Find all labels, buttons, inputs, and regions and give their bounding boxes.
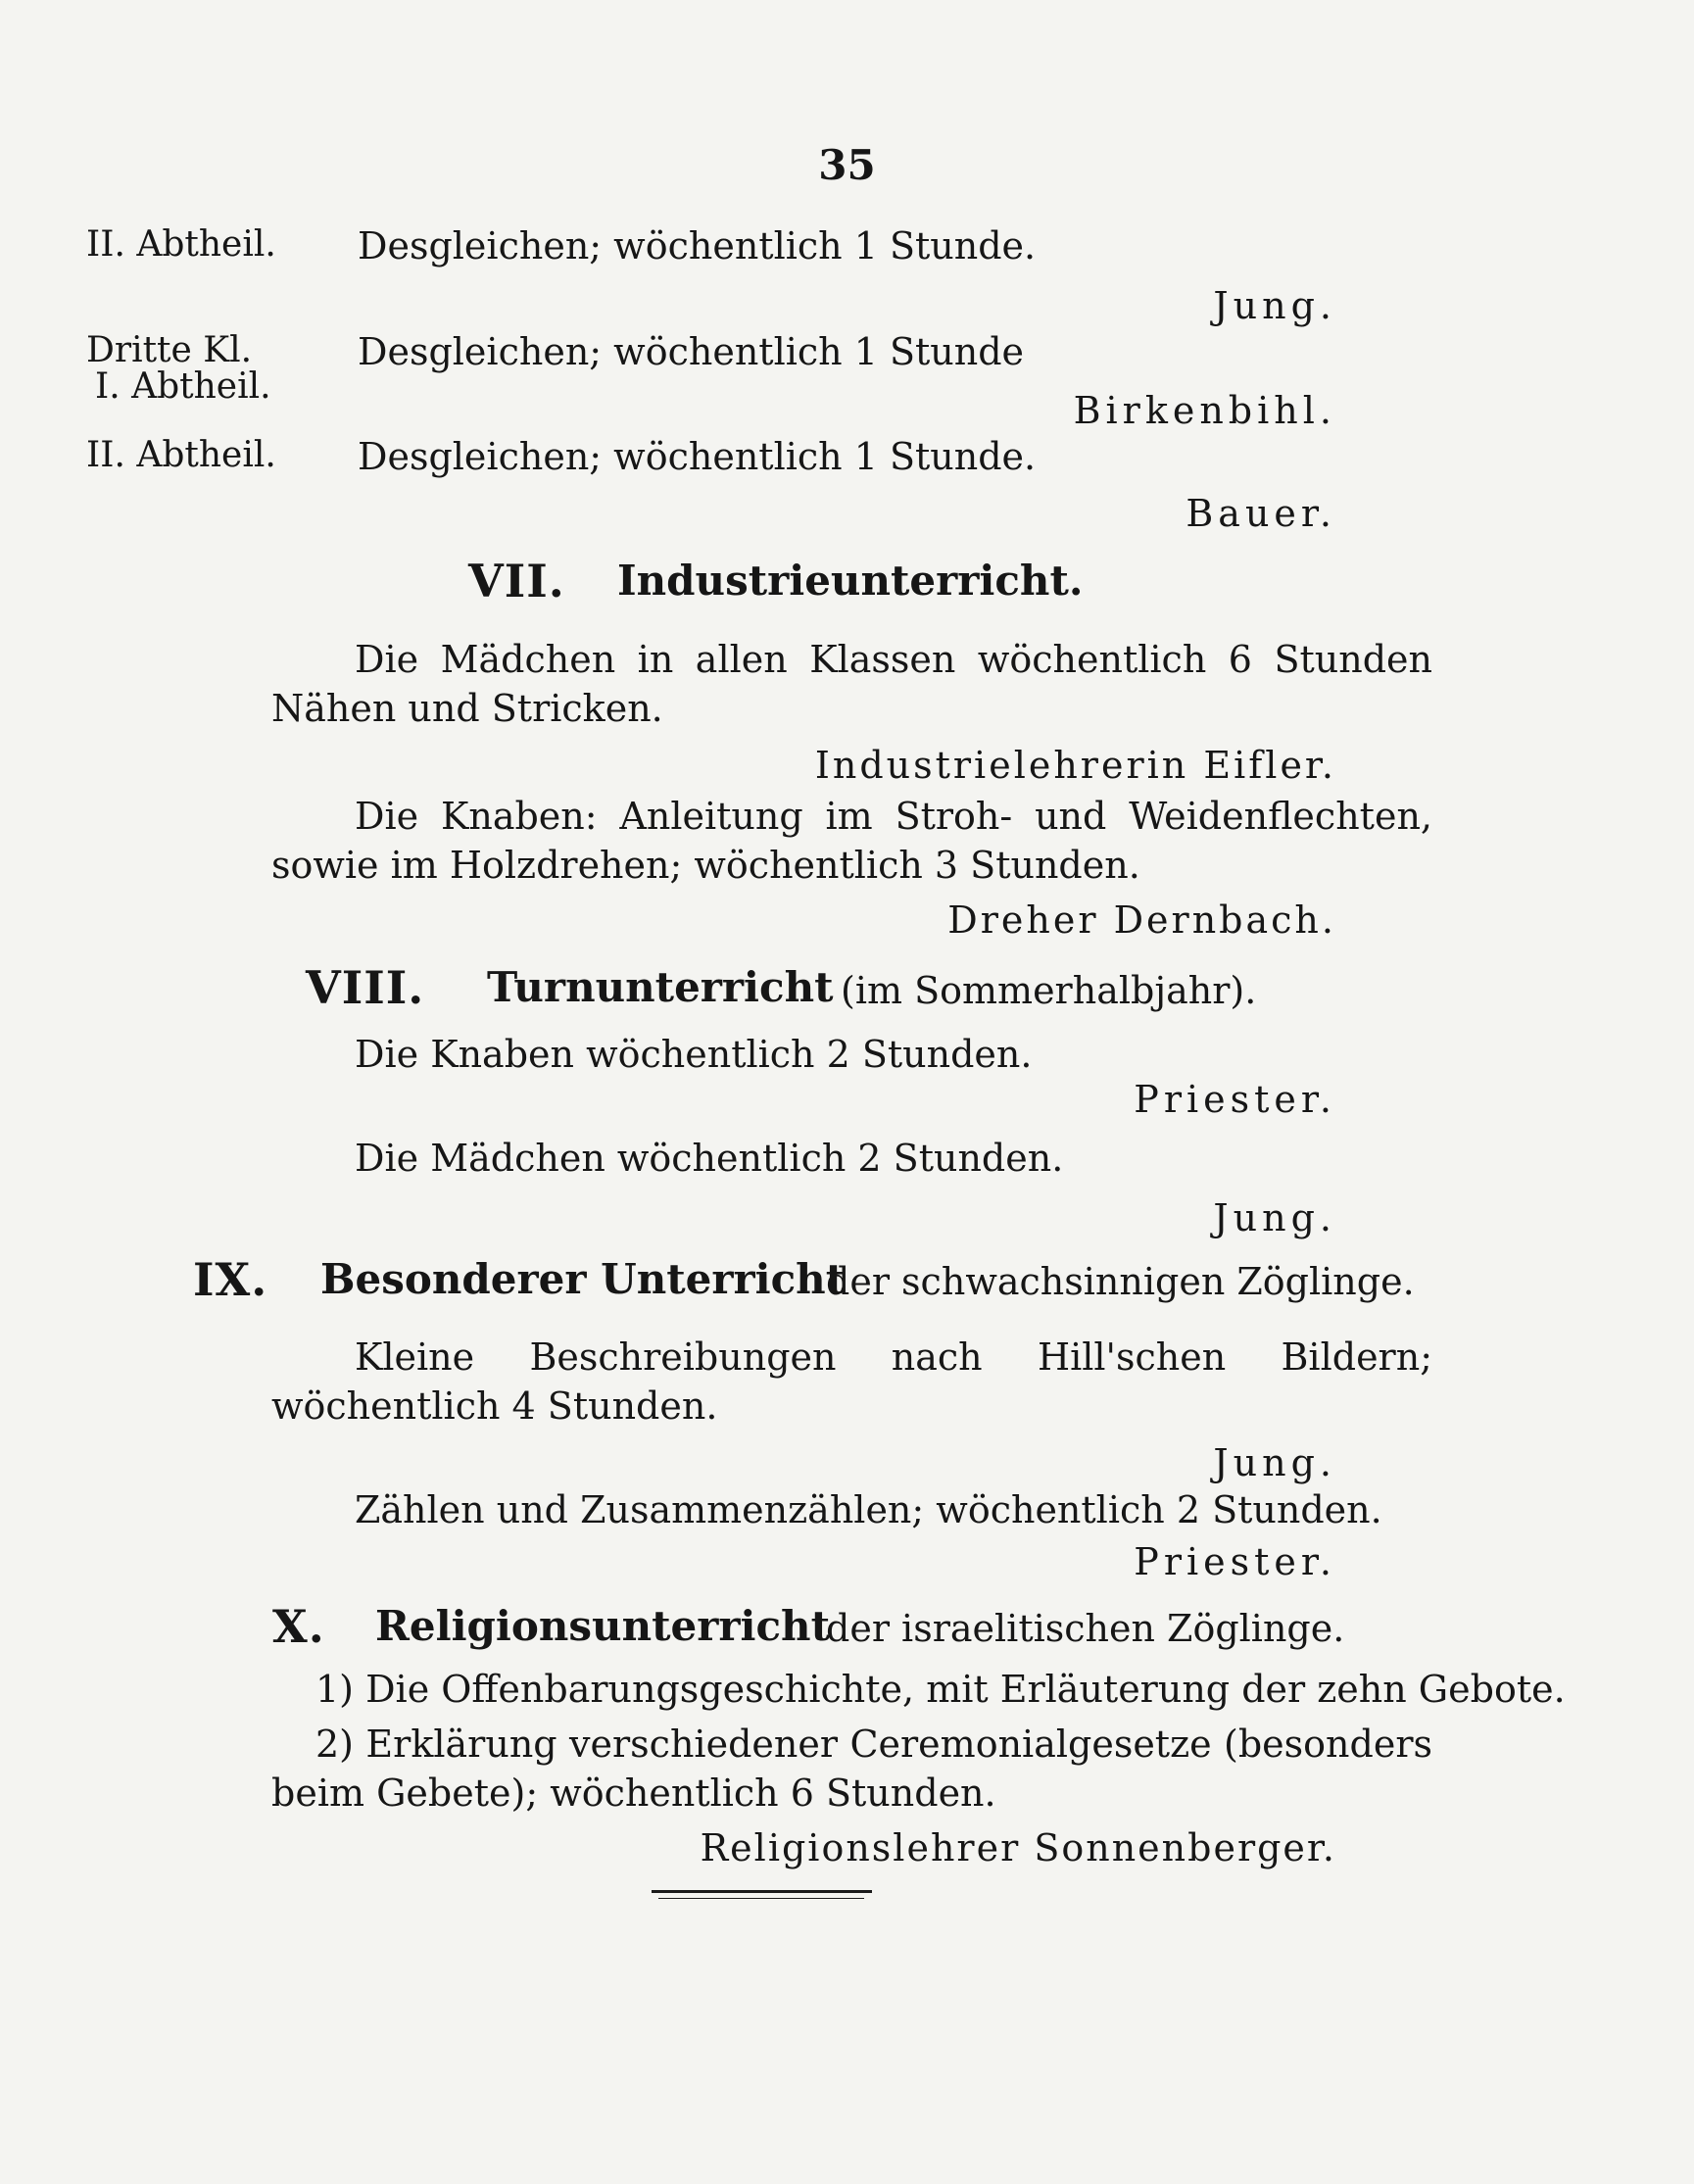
section-ix-teacher-2: Priester. [1134,1540,1336,1583]
section-x-item-2: 2) Erklärung verschiedener Ceremonialgesetze (besonders beim Gebete); wöchentlich 6 Stunden. [271,1723,1432,1815]
schedule-teacher-1: Jung. [1213,284,1336,327]
page-number: 35 [818,141,876,189]
section-vii-para-1: Die Mädchen in allen Klassen wöchentlich 6 Stunden Nähen und Stricken. [271,638,1432,730]
schedule-text-2: Desgleichen; wöchentlich 1 Stunde [358,330,1025,373]
schedule-text-3: Desgleichen; wöchentlich 1 Stunde. [358,435,1037,478]
section-ix-line-2: Zählen und Zusammenzählen; wöchentlich 2 Stunden. [355,1488,1382,1531]
section-viii-line-1: Die Knaben wöchentlich 2 Stunden. [355,1033,1033,1076]
section-x-subtitle: der israelitischen Zöglinge. [826,1607,1345,1650]
section-viii-teacher-2: Jung. [1213,1196,1336,1239]
section-viii-line-2: Die Mädchen wöchentlich 2 Stunden. [355,1137,1064,1180]
schedule-label-2b: I. Abtheil. [95,366,271,407]
section-vii-para-2: Die Knaben: Anleitung im Stroh- und Weidenflechten, sowie im Holzdrehen; wöchentlich 3 Stunden. [271,795,1432,887]
section-ix-subtitle: der schwachsinnigen Zöglinge. [826,1260,1415,1303]
schedule-label-1: II. Abtheil. [86,224,276,265]
schedule-teacher-2: Birkenbihl. [1073,389,1336,432]
section-ix-para-1: Kleine Beschreibungen nach Hill'schen Bildern; wöchentlich 4 Stunden. [271,1335,1432,1428]
closing-rule-thin [658,1898,864,1899]
section-viii-title: Turnunterricht [487,963,834,1011]
section-x-teacher: Religionslehrer Sonnenberger. [700,1826,1336,1869]
section-x-title: Religionsunterricht [375,1602,830,1650]
section-x-item-1: 1) Die Offenbarungsgeschichte, mit Erläuterung der zehn Gebote. [315,1668,1566,1711]
section-vii-teacher-1: Industrielehrerin Eifler. [814,744,1336,787]
section-vii-teacher-2: Dreher Dernbach. [947,898,1336,942]
closing-rule [652,1890,872,1893]
schedule-teacher-3: Bauer. [1186,492,1336,535]
schedule-label-2: Dritte Kl. [86,330,253,370]
section-viii-teacher-1: Priester. [1134,1078,1336,1121]
section-ix-title: Besonderer Unterricht [320,1255,846,1303]
section-vii-numeral: VII. [468,555,565,607]
section-viii-subtitle: (im Sommerhalbjahr). [841,969,1257,1012]
section-ix-teacher-1: Jung. [1213,1441,1336,1484]
section-vii-title: Industrieunterricht. [617,557,1084,605]
section-x-numeral: X. [272,1600,325,1653]
schedule-label-3: II. Abtheil. [86,435,276,475]
section-viii-numeral: VIII. [306,961,425,1014]
section-ix-numeral: IX. [193,1253,268,1306]
schedule-text-1: Desgleichen; wöchentlich 1 Stunde. [358,224,1037,267]
